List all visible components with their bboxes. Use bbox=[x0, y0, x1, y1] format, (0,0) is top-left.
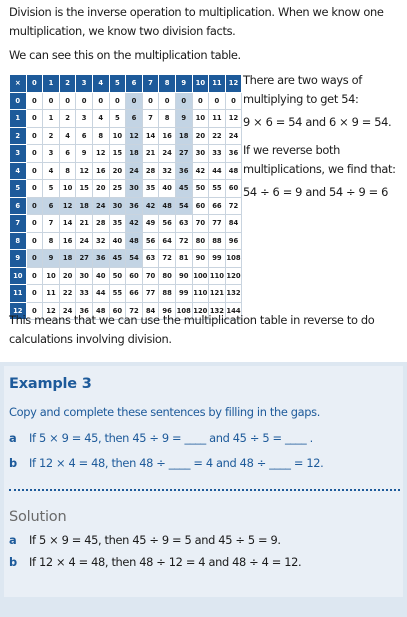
table-header-cell: 1 bbox=[43, 75, 60, 93]
table-cell: 27 bbox=[175, 145, 192, 163]
table-cell: 0 bbox=[43, 92, 60, 110]
table-cell: 22 bbox=[209, 127, 226, 145]
table-header-cell: 7 bbox=[142, 75, 159, 93]
table-cell: 36 bbox=[126, 197, 143, 215]
table-cell: 45 bbox=[109, 250, 126, 268]
table-header-cell: 4 bbox=[92, 75, 109, 93]
table-row bbox=[10, 232, 242, 250]
table-cell: 40 bbox=[159, 180, 176, 198]
table-cell: 6 bbox=[59, 145, 76, 163]
table-row-header: 6 bbox=[10, 197, 27, 215]
question-text: If 5 × 9 = 45, then 45 ÷ 9 = ____ and 45 ÷ 5 = ____ . bbox=[29, 431, 313, 445]
table-cell: 30 bbox=[109, 197, 126, 215]
table-intro-text: We can see this on the multiplication table. bbox=[9, 48, 241, 62]
table-cell: 77 bbox=[209, 215, 226, 233]
table-cell: 14 bbox=[59, 215, 76, 233]
table-cell: 18 bbox=[126, 145, 143, 163]
table-cell: 0 bbox=[175, 92, 192, 110]
table-cell: 9 bbox=[175, 110, 192, 128]
table-header-cell: 12 bbox=[225, 75, 242, 93]
table-cell: 22 bbox=[59, 285, 76, 303]
table-cell: 0 bbox=[26, 267, 43, 285]
table-cell: 2 bbox=[59, 110, 76, 128]
table-header-cell: 9 bbox=[175, 75, 192, 93]
table-cell: 10 bbox=[192, 110, 209, 128]
table-cell: 70 bbox=[192, 215, 209, 233]
table-header-row bbox=[10, 75, 242, 93]
table-cell: 44 bbox=[92, 285, 109, 303]
table-row bbox=[10, 92, 242, 110]
table-cell: 99 bbox=[175, 285, 192, 303]
table-cell: 11 bbox=[209, 110, 226, 128]
table-cell: 63 bbox=[175, 215, 192, 233]
table-cell: 15 bbox=[109, 145, 126, 163]
table-header-cell: 10 bbox=[192, 75, 209, 93]
question-letter: a bbox=[9, 431, 17, 445]
table-row-header: 1 bbox=[10, 110, 27, 128]
table-cell: 50 bbox=[192, 180, 209, 198]
table-cell: 0 bbox=[26, 145, 43, 163]
table-header-cell: 6 bbox=[126, 75, 143, 93]
table-cell: 8 bbox=[159, 110, 176, 128]
table-cell: 0 bbox=[26, 302, 43, 320]
table-cell: 12 bbox=[225, 110, 242, 128]
table-row bbox=[10, 215, 242, 233]
table-cell: 54 bbox=[175, 197, 192, 215]
table-cell: 24 bbox=[225, 127, 242, 145]
table-cell: 18 bbox=[59, 250, 76, 268]
table-cell: 12 bbox=[92, 145, 109, 163]
table-cell: 0 bbox=[26, 127, 43, 145]
table-cell: 35 bbox=[142, 180, 159, 198]
table-cell: 70 bbox=[142, 267, 159, 285]
table-cell: 20 bbox=[109, 162, 126, 180]
table-cell: 0 bbox=[26, 215, 43, 233]
table-cell: 50 bbox=[109, 267, 126, 285]
table-cell: 0 bbox=[26, 110, 43, 128]
table-cell: 28 bbox=[142, 162, 159, 180]
table-cell: 16 bbox=[59, 232, 76, 250]
table-cell: 0 bbox=[192, 92, 209, 110]
table-cell: 42 bbox=[142, 197, 159, 215]
table-row bbox=[10, 110, 242, 128]
table-row-header: 3 bbox=[10, 145, 27, 163]
table-cell: 63 bbox=[142, 250, 159, 268]
table-cell: 99 bbox=[209, 250, 226, 268]
table-cell: 54 bbox=[126, 250, 143, 268]
solution-answer-a bbox=[9, 533, 281, 547]
answer-text: If 12 × 4 = 48, then 48 ÷ 12 = 4 and 48 ÷ 4 = 12. bbox=[29, 555, 302, 569]
table-cell: 48 bbox=[92, 302, 109, 320]
table-cell: 32 bbox=[159, 162, 176, 180]
table-cell: 20 bbox=[192, 127, 209, 145]
table-cell: 21 bbox=[142, 145, 159, 163]
table-cell: 10 bbox=[59, 180, 76, 198]
table-cell: 56 bbox=[159, 215, 176, 233]
example-question-b bbox=[9, 456, 323, 470]
table-cell: 14 bbox=[142, 127, 159, 145]
table-cell: 40 bbox=[109, 232, 126, 250]
table-cell: 55 bbox=[109, 285, 126, 303]
table-row-header: 0 bbox=[10, 92, 27, 110]
table-cell: 21 bbox=[76, 215, 93, 233]
table-row bbox=[10, 145, 242, 163]
table-row-header: 8 bbox=[10, 232, 27, 250]
table-header-cell: 3 bbox=[76, 75, 93, 93]
example-box bbox=[0, 362, 407, 617]
table-cell: 25 bbox=[109, 180, 126, 198]
table-cell: 6 bbox=[43, 197, 60, 215]
table-cell: 6 bbox=[76, 127, 93, 145]
table-cell: 33 bbox=[209, 145, 226, 163]
side-text-1: There are two ways of multiplying to get 54: bbox=[243, 73, 362, 106]
table-cell: 60 bbox=[126, 267, 143, 285]
table-cell: 56 bbox=[142, 232, 159, 250]
table-cell: 90 bbox=[192, 250, 209, 268]
table-cell: 110 bbox=[209, 267, 226, 285]
table-cell: 77 bbox=[142, 285, 159, 303]
table-cell: 66 bbox=[126, 285, 143, 303]
table-cell: 36 bbox=[175, 162, 192, 180]
table-cell: 45 bbox=[175, 180, 192, 198]
table-row bbox=[10, 127, 242, 145]
table-row-header: 5 bbox=[10, 180, 27, 198]
answer-letter: b bbox=[9, 555, 17, 569]
table-cell: 5 bbox=[109, 110, 126, 128]
table-cell: 0 bbox=[76, 92, 93, 110]
table-cell: 44 bbox=[209, 162, 226, 180]
table-cell: 9 bbox=[43, 250, 60, 268]
table-row bbox=[10, 197, 242, 215]
table-cell: 48 bbox=[126, 232, 143, 250]
table-cell: 24 bbox=[159, 145, 176, 163]
intro-paragraph: Division is the inverse operation to multiplication. When we know one multiplication, we know two division facts. bbox=[9, 5, 384, 38]
table-cell: 108 bbox=[225, 250, 242, 268]
table-cell: 0 bbox=[109, 92, 126, 110]
table-cell: 0 bbox=[225, 92, 242, 110]
table-row-header: 4 bbox=[10, 162, 27, 180]
table-cell: 0 bbox=[126, 92, 143, 110]
table-cell: 24 bbox=[76, 232, 93, 250]
table-cell: 0 bbox=[142, 92, 159, 110]
table-cell: 7 bbox=[43, 215, 60, 233]
table-cell: 132 bbox=[209, 302, 226, 320]
table-header-cell: 5 bbox=[109, 75, 126, 93]
table-row-header: 11 bbox=[10, 285, 27, 303]
table-cell: 9 bbox=[76, 145, 93, 163]
table-cell: 121 bbox=[209, 285, 226, 303]
table-cell: 2 bbox=[43, 127, 60, 145]
table-header-cell: 8 bbox=[159, 75, 176, 93]
table-cell: 12 bbox=[43, 302, 60, 320]
table-cell: 120 bbox=[225, 267, 242, 285]
table-cell: 1 bbox=[43, 110, 60, 128]
table-header-cell: 11 bbox=[209, 75, 226, 93]
table-cell: 0 bbox=[26, 197, 43, 215]
table-cell: 40 bbox=[92, 267, 109, 285]
table-cell: 72 bbox=[159, 250, 176, 268]
table-cell: 12 bbox=[59, 197, 76, 215]
table-cell: 88 bbox=[209, 232, 226, 250]
table-cell: 16 bbox=[159, 127, 176, 145]
table-cell: 0 bbox=[209, 92, 226, 110]
table-cell: 0 bbox=[26, 92, 43, 110]
table-cell: 12 bbox=[76, 162, 93, 180]
table-cell: 3 bbox=[76, 110, 93, 128]
table-cell: 0 bbox=[92, 92, 109, 110]
table-cell: 96 bbox=[159, 302, 176, 320]
solution-answer-b bbox=[9, 555, 301, 569]
answer-text: If 5 × 9 = 45, then 45 ÷ 9 = 5 and 45 ÷ 5 = 9. bbox=[29, 533, 281, 547]
table-cell: 80 bbox=[192, 232, 209, 250]
solution-title: Solution bbox=[9, 509, 67, 525]
table-cell: 7 bbox=[142, 110, 159, 128]
table-cell: 24 bbox=[92, 197, 109, 215]
table-cell: 30 bbox=[76, 267, 93, 285]
table-row-header: 7 bbox=[10, 215, 27, 233]
table-cell: 0 bbox=[26, 250, 43, 268]
table-row-header: 9 bbox=[10, 250, 27, 268]
table-cell: 20 bbox=[92, 180, 109, 198]
table-cell: 48 bbox=[159, 197, 176, 215]
example-prompt: Copy and complete these sentences by filling in the gaps. bbox=[9, 405, 321, 419]
table-cell: 20 bbox=[59, 267, 76, 285]
question-text: If 12 × 4 = 48, then 48 ÷ ____ = 4 and 48 ÷ ____ = 12. bbox=[29, 456, 324, 470]
table-cell: 0 bbox=[59, 92, 76, 110]
table-cell: 0 bbox=[159, 92, 176, 110]
table-cell: 132 bbox=[225, 285, 242, 303]
table-cell: 80 bbox=[159, 267, 176, 285]
side-explanation bbox=[243, 71, 401, 211]
table-cell: 4 bbox=[92, 110, 109, 128]
table-cell: 110 bbox=[192, 285, 209, 303]
table-cell: 35 bbox=[109, 215, 126, 233]
table-cell: 36 bbox=[92, 250, 109, 268]
table-header-cell: 0 bbox=[26, 75, 43, 93]
table-cell: 84 bbox=[225, 215, 242, 233]
table-cell: 15 bbox=[76, 180, 93, 198]
table-cell: 11 bbox=[43, 285, 60, 303]
table-cell: 120 bbox=[192, 302, 209, 320]
side-equation-1: 9 × 6 = 54 and 6 × 9 = 54. bbox=[243, 115, 392, 129]
example-title: Example 3 bbox=[9, 376, 92, 392]
table-cell: 0 bbox=[26, 180, 43, 198]
table-row bbox=[10, 250, 242, 268]
table-cell: 24 bbox=[126, 162, 143, 180]
table-cell: 5 bbox=[43, 180, 60, 198]
table-cell: 16 bbox=[92, 162, 109, 180]
table-cell: 4 bbox=[43, 162, 60, 180]
table-cell: 18 bbox=[175, 127, 192, 145]
table-cell: 48 bbox=[225, 162, 242, 180]
side-text-2: If we reverse both multiplications, we find that: bbox=[243, 143, 396, 176]
table-cell: 96 bbox=[225, 232, 242, 250]
table-cell: 72 bbox=[126, 302, 143, 320]
table-cell: 88 bbox=[159, 285, 176, 303]
table-cell: 10 bbox=[109, 127, 126, 145]
table-cell: 18 bbox=[76, 197, 93, 215]
table-row-header: 2 bbox=[10, 127, 27, 145]
table-cell: 8 bbox=[59, 162, 76, 180]
table-cell: 100 bbox=[192, 267, 209, 285]
table-cell: 27 bbox=[76, 250, 93, 268]
table-cell: 36 bbox=[76, 302, 93, 320]
multiplication-table bbox=[9, 74, 242, 320]
table-row-header: 10 bbox=[10, 267, 27, 285]
table-cell: 33 bbox=[76, 285, 93, 303]
table-cell: 66 bbox=[209, 197, 226, 215]
table-cell: 60 bbox=[192, 197, 209, 215]
example-question-a bbox=[9, 431, 313, 445]
table-cell: 24 bbox=[59, 302, 76, 320]
table-cell: 6 bbox=[126, 110, 143, 128]
side-equation-2: 54 ÷ 6 = 9 and 54 ÷ 9 = 6 bbox=[243, 185, 389, 199]
table-row bbox=[10, 180, 242, 198]
table-cell: 144 bbox=[225, 302, 242, 320]
table-cell: 64 bbox=[159, 232, 176, 250]
table-row-header: 12 bbox=[10, 302, 27, 320]
table-cell: 30 bbox=[126, 180, 143, 198]
table-cell: 72 bbox=[175, 232, 192, 250]
table-cell: 0 bbox=[26, 285, 43, 303]
question-letter: b bbox=[9, 456, 17, 470]
table-header-cell: × bbox=[10, 75, 27, 93]
table-cell: 60 bbox=[225, 180, 242, 198]
table-cell: 36 bbox=[225, 145, 242, 163]
table-cell: 108 bbox=[175, 302, 192, 320]
table-cell: 55 bbox=[209, 180, 226, 198]
table-row bbox=[10, 285, 242, 303]
table-cell: 90 bbox=[175, 267, 192, 285]
table-cell: 12 bbox=[126, 127, 143, 145]
table-row bbox=[10, 162, 242, 180]
table-header-cell: 2 bbox=[59, 75, 76, 93]
table-cell: 42 bbox=[126, 215, 143, 233]
dotted-divider bbox=[9, 489, 400, 491]
table-cell: 60 bbox=[109, 302, 126, 320]
table-cell: 4 bbox=[59, 127, 76, 145]
table-cell: 32 bbox=[92, 232, 109, 250]
table-cell: 8 bbox=[92, 127, 109, 145]
table-cell: 72 bbox=[225, 197, 242, 215]
table-cell: 81 bbox=[175, 250, 192, 268]
table-row bbox=[10, 267, 242, 285]
table-cell: 28 bbox=[92, 215, 109, 233]
answer-letter: a bbox=[9, 533, 17, 547]
table-cell: 10 bbox=[43, 267, 60, 285]
table-cell: 42 bbox=[192, 162, 209, 180]
conclusion-paragraph: This means that we can use the multiplication table in reverse to do calculations involving division. bbox=[9, 313, 375, 346]
table-cell: 3 bbox=[43, 145, 60, 163]
table-cell: 8 bbox=[43, 232, 60, 250]
table-cell: 49 bbox=[142, 215, 159, 233]
table-cell: 0 bbox=[26, 162, 43, 180]
table-cell: 30 bbox=[192, 145, 209, 163]
table-cell: 84 bbox=[142, 302, 159, 320]
table-cell: 0 bbox=[26, 232, 43, 250]
